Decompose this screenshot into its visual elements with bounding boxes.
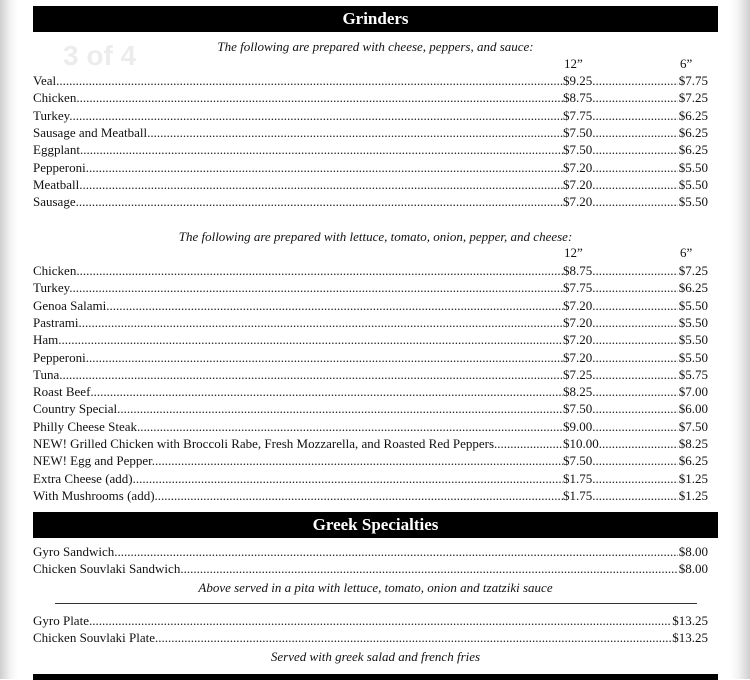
item-name-leader [33, 629, 707, 646]
item-name-leader [33, 487, 563, 504]
price-12-inch: $7.20 [563, 176, 593, 192]
item-name-leader [33, 89, 563, 106]
price-12-inch: $1.75 [563, 470, 593, 486]
price-6-inch: $5.50 [678, 297, 708, 313]
price-6-inch: $7.00 [678, 384, 708, 400]
item-name: Chicken Souvlaki Plate [33, 630, 156, 646]
item-name-leader [33, 279, 563, 296]
item-name: Eggplant [33, 142, 80, 158]
menu-item-row [33, 629, 708, 646]
item-name-leader [33, 400, 563, 417]
price-12-inch: $8.25 [563, 384, 593, 400]
menu-item-row [33, 452, 708, 469]
price-12-inch: $7.50 [563, 124, 593, 140]
item-name: Pepperoni [33, 349, 86, 365]
menu-item-row [33, 470, 708, 487]
item-name-leader [33, 159, 563, 176]
menu-item-row [33, 331, 708, 348]
grinders-subtitle-1: The following are prepared with cheese, peppers, and sauce: [217, 39, 534, 54]
price-6-inch: $5.75 [678, 366, 708, 382]
item-name: Tuna [33, 366, 60, 382]
item-name: Country Special [33, 401, 118, 417]
menu-item-row [33, 72, 708, 89]
price-6-inch: $7.25 [678, 90, 708, 106]
item-name-leader [33, 470, 563, 487]
price-12-inch: $7.50 [563, 453, 593, 469]
item-name-leader [33, 612, 707, 629]
price-6-inch: $5.50 [678, 176, 708, 192]
price-12-inch: $7.20 [563, 297, 593, 313]
menu-item-row [33, 297, 708, 314]
item-name: Gyro Sandwich [33, 544, 115, 559]
price-6-inch: $7.50 [678, 418, 708, 434]
price-6-inch: $6.25 [678, 107, 708, 123]
item-name-leader [33, 262, 563, 279]
item-name-leader [33, 297, 563, 314]
price-6-inch: $7.25 [678, 263, 708, 278]
price-6-inch: $1.25 [678, 487, 708, 503]
menu-item-row [33, 435, 708, 452]
item-name: Meatball [33, 176, 80, 192]
price-12-inch: $9.25 [563, 73, 593, 88]
menu-item-row [33, 107, 708, 124]
menu-item-row [33, 383, 708, 400]
item-name-leader [33, 331, 563, 348]
item-name: Chicken Souvlaki Sandwich [33, 561, 181, 577]
item-name: Extra Cheese (add) [33, 470, 133, 486]
menu-item-row [33, 543, 708, 560]
item-name: Turkey [33, 280, 70, 296]
item-name: Pepperoni [33, 159, 86, 175]
price-12-inch: $7.50 [563, 142, 593, 158]
price-6-inch: $6.00 [678, 401, 708, 417]
col-12-inch: 12” [564, 56, 583, 71]
col-12-inch-2: 12” [564, 245, 583, 260]
greek-banner: Greek Specialties [33, 512, 718, 538]
price-6-inch: $6.25 [678, 280, 708, 296]
price-12-inch: $7.75 [563, 107, 593, 123]
price-6-inch: $6.25 [678, 124, 708, 140]
price-6-inch: $6.25 [678, 142, 708, 158]
item-price: $8.00 [678, 561, 708, 577]
item-name-leader [33, 72, 563, 89]
price-6-inch: $1.25 [678, 470, 708, 486]
menu-item-row [33, 141, 708, 158]
item-name-leader [33, 383, 563, 400]
item-name-leader [33, 349, 563, 366]
price-12-inch: $10.00 [563, 436, 599, 451]
menu-item-row [33, 159, 708, 176]
item-name-leader [33, 314, 563, 331]
price-12-inch: $8.75 [563, 90, 593, 106]
price-6-inch: $5.50 [678, 314, 708, 330]
page-counter: 3 of 4 [63, 40, 137, 71]
item-name-leader [33, 366, 563, 383]
item-name: Sausage [33, 194, 76, 210]
item-name-leader [33, 560, 707, 577]
price-12-inch: $7.75 [563, 280, 593, 296]
item-name: Philly Cheese Steak [33, 418, 137, 434]
item-price: $13.25 [672, 613, 708, 628]
price-12-inch: $7.20 [563, 194, 593, 210]
grinders-subtitle-2: The following are prepared with lettuce, tomato, onion, pepper, and cheese: [178, 229, 573, 244]
menu-item-row [33, 366, 708, 383]
menu-item-row [33, 400, 708, 417]
left-page-edge [0, 0, 18, 679]
menu-item-row [33, 612, 708, 629]
item-name: Veal [33, 73, 57, 88]
item-price: $8.00 [678, 544, 708, 559]
item-name-leader [33, 543, 707, 560]
price-6-inch: $6.25 [678, 453, 708, 469]
item-name: Gyro Plate [33, 613, 89, 628]
item-name-leader [33, 107, 563, 124]
price-12-inch: $9.00 [563, 418, 593, 434]
menu-item-row [33, 193, 708, 210]
item-name: Sausage and Meatball [33, 124, 148, 140]
menu-item-row [33, 418, 708, 435]
item-name: Chicken [33, 90, 77, 106]
plate-note: Served with greek salad and french fries [270, 649, 481, 664]
menu-item-row [33, 89, 708, 106]
price-12-inch: $7.20 [563, 332, 593, 348]
price-12-inch: $7.20 [563, 159, 593, 175]
divider [55, 603, 697, 604]
price-12-inch: $7.20 [563, 314, 593, 330]
item-price: $13.25 [672, 630, 708, 646]
menu-item-row [33, 262, 708, 279]
menu-item-row [33, 124, 708, 141]
item-name: NEW! Egg and Pepper [33, 453, 152, 469]
menu-item-row [33, 176, 708, 193]
menu-item-row [33, 349, 708, 366]
grinders-banner: Grinders [33, 6, 718, 32]
price-12-inch: $7.50 [563, 401, 593, 417]
sandwich-note: Above served in a pita with lettuce, tomato, onion and tzatziki sauce [198, 580, 553, 595]
item-name: NEW! Grilled Chicken with Broccoli Rabe, Fresh Mozzarella, and Roasted Red Peppers [33, 436, 495, 451]
price-12-inch: $1.75 [563, 487, 593, 503]
menu-item-row [33, 314, 708, 331]
item-name: Ham [33, 332, 59, 348]
menu-item-row [33, 560, 708, 577]
price-6-inch: $7.75 [678, 73, 708, 88]
item-name: With Mushrooms (add) [33, 487, 155, 503]
menu-item-row [33, 487, 708, 504]
next-section-banner [33, 674, 718, 680]
item-name-leader [33, 176, 563, 193]
item-name-leader [33, 452, 563, 469]
price-6-inch: $5.50 [678, 194, 708, 210]
price-6-inch: $5.50 [678, 349, 708, 365]
item-name-leader [33, 124, 563, 141]
price-12-inch: $8.75 [563, 263, 593, 278]
item-name: Genoa Salami [33, 297, 107, 313]
price-12-inch: $7.25 [563, 366, 593, 382]
col-6-inch-2: 6” [680, 245, 693, 260]
item-name: Pastrami [33, 314, 79, 330]
item-name-leader [33, 141, 563, 158]
menu-item-row [33, 279, 708, 296]
item-name: Roast Beef [33, 384, 91, 400]
col-6-inch: 6” [680, 56, 693, 71]
item-name-leader [33, 435, 563, 452]
item-name: Chicken [33, 263, 77, 278]
item-name-leader [33, 418, 563, 435]
price-6-inch: $5.50 [678, 159, 708, 175]
menu-page [33, 0, 718, 679]
price-6-inch: $8.25 [678, 436, 708, 451]
price-12-inch: $7.20 [563, 349, 593, 365]
price-6-inch: $5.50 [678, 332, 708, 348]
item-name-leader [33, 193, 563, 210]
item-name: Turkey [33, 107, 70, 123]
right-page-edge [730, 0, 750, 679]
